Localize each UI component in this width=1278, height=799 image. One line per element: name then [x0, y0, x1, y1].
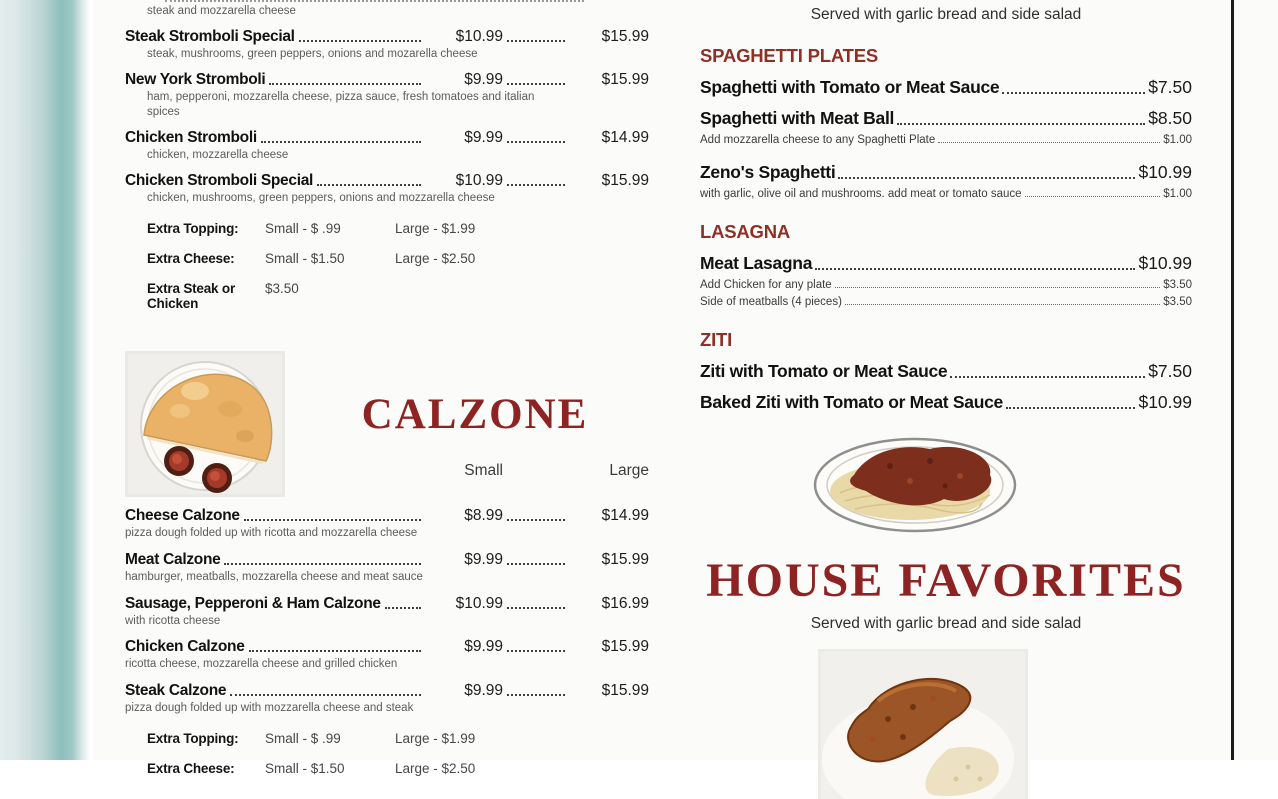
dotted-leader	[507, 607, 565, 609]
item-name: Chicken Calzone	[125, 638, 245, 656]
extra-large-price: Large - $1.99	[395, 731, 476, 747]
calzone-extras	[125, 731, 649, 776]
dotted-leader	[244, 519, 421, 521]
menu-item-row	[700, 162, 1192, 183]
house-favorites-title: HOUSE FAVORITES	[706, 554, 1186, 607]
section-heading: SPAGHETTI PLATES	[700, 45, 879, 66]
left-menu-column	[125, 0, 649, 776]
item-price-small: $10.99	[455, 594, 503, 612]
item-price-small: $10.99	[455, 27, 503, 45]
item-description: pizza dough folded up with mozzarella cheese and steak	[125, 702, 414, 715]
item-price-large: $16.99	[601, 594, 649, 612]
extra-option-row	[147, 761, 649, 776]
item-description: hamburger, meatballs, mozzarella cheese and meat sauce	[125, 570, 423, 583]
item-name: Steak Calzone	[125, 682, 227, 700]
dotted-leader	[815, 268, 1135, 270]
extra-large-price: Large - $1.99	[395, 220, 476, 236]
dotted-leader	[261, 141, 421, 143]
note-text: Add Chicken for any plate	[700, 279, 832, 291]
item-price-small: $9.99	[464, 550, 503, 568]
menu-item-row	[125, 682, 649, 700]
item-price: $7.50	[1148, 77, 1192, 97]
stromboli-item-list	[125, 28, 649, 206]
spaghetti-photo	[810, 431, 1020, 535]
calzone-header	[125, 351, 649, 497]
item-name: New York Stromboli	[125, 70, 266, 88]
menu-item-row	[700, 77, 1192, 98]
item-price: $10.99	[1138, 162, 1192, 182]
menu-item	[125, 638, 649, 672]
extra-large-price: Large - $2.50	[395, 761, 476, 777]
item-price-large: $14.99	[601, 506, 649, 524]
menu-item-row	[125, 28, 649, 46]
item-name: Chicken Stromboli	[125, 128, 257, 146]
dotted-leader	[317, 184, 421, 186]
note-text: Side of meatballs (4 pieces)	[700, 296, 842, 308]
dotted-leader	[507, 184, 565, 186]
column-header-small: Small	[464, 461, 503, 479]
item-price-large: $15.99	[601, 638, 649, 656]
item-name: Steak Stromboli Special	[125, 27, 295, 45]
dotted-leader	[507, 141, 565, 143]
menu-note-row	[700, 134, 1192, 146]
cutoff-row-top	[125, 0, 649, 3]
item-name: Meat Lasagna	[700, 253, 813, 273]
calzone-photo	[125, 351, 285, 497]
menu-item-row	[700, 253, 1192, 274]
dotted-leader	[507, 40, 565, 42]
item-description: pizza dough folded up with ricotta and mozzarella cheese	[125, 526, 418, 539]
menu-item-row	[125, 71, 649, 89]
item-price: $7.50	[1148, 361, 1192, 381]
item-price: $10.99	[1138, 253, 1192, 273]
item-price-large: $15.99	[601, 70, 649, 88]
dotted-leader	[1006, 407, 1136, 409]
dotted-leader	[269, 83, 421, 85]
vertical-divider-line	[1231, 0, 1234, 760]
dotted-leader	[845, 304, 1160, 305]
menu-item	[125, 28, 649, 62]
item-name: Spaghetti with Meat Ball	[700, 108, 895, 128]
item-price-large: $15.99	[601, 27, 649, 45]
menu-item-row	[125, 172, 649, 190]
extra-label: Extra Cheese:	[147, 250, 235, 266]
spacer	[507, 462, 565, 480]
menu-item	[125, 682, 649, 716]
calzone-title: CALZONE	[361, 390, 589, 438]
item-description: steak and mozzarella cheese	[147, 5, 296, 17]
menu-item-row	[700, 108, 1192, 129]
dotted-leader	[507, 694, 565, 696]
item-name: Ziti with Tomato or Meat Sauce	[700, 361, 948, 381]
dotted-leader	[224, 563, 421, 565]
extra-small-price: Small - $ .99	[265, 731, 341, 747]
item-name: Spaghetti with Tomato or Meat Sauce	[700, 77, 1000, 97]
extra-option-row	[147, 251, 649, 266]
item-price: $10.99	[1138, 392, 1192, 412]
item-price-small: $10.99	[455, 171, 503, 189]
pasta-section-subtitle: Served with garlic bread and side salad	[810, 6, 1082, 23]
item-description: chicken, mozzarella cheese	[147, 148, 289, 161]
dotted-leader	[507, 83, 565, 85]
menu-item	[125, 595, 649, 629]
dotted-leader	[950, 376, 1145, 378]
item-price-large: $15.99	[601, 682, 649, 700]
teal-gradient-stripe	[0, 0, 93, 760]
item-name: Baked Ziti with Tomato or Meat Sauce	[700, 392, 1003, 412]
dotted-leader	[385, 607, 421, 609]
menu-item-row	[125, 638, 649, 656]
note-price: $1.00	[1163, 188, 1192, 200]
item-name: Chicken Stromboli Special	[125, 171, 314, 189]
entree-photo	[818, 649, 1028, 799]
extra-option-row	[147, 731, 649, 746]
column-header-large: Large	[609, 461, 649, 479]
dotted-leader	[249, 650, 421, 652]
extra-small-price: Small - $1.50	[265, 761, 345, 777]
dotted-leader	[507, 563, 565, 565]
note-price: $3.50	[1163, 279, 1192, 291]
stromboli-extras	[125, 221, 649, 311]
dotted-leader	[897, 123, 1145, 125]
menu-item-row	[125, 551, 649, 569]
item-price-large: $14.99	[601, 128, 649, 146]
menu-item-row	[125, 595, 649, 613]
extra-label: Extra Steak or Chicken	[147, 280, 235, 311]
menu-item	[125, 551, 649, 585]
section-heading: LASAGNA	[700, 221, 791, 242]
house-favorites-subtitle: Served with garlic bread and side salad	[810, 615, 1082, 632]
dotted-leader	[507, 650, 565, 652]
menu-item	[125, 172, 649, 206]
dotted-leader	[938, 142, 1160, 143]
note-text: with garlic, olive oil and mushrooms. add meat or tomato sauce	[700, 188, 1022, 200]
item-description: steak, mushrooms, green peppers, onions and mozarella cheese	[147, 47, 478, 60]
item-price-large: $15.99	[601, 171, 649, 189]
item-price-small: $9.99	[464, 128, 503, 146]
item-price-small: $8.99	[464, 506, 503, 524]
item-description: chicken, mushrooms, green peppers, onions and mozzarella cheese	[147, 191, 495, 204]
section-heading: ZITI	[700, 329, 733, 350]
dotted-leader	[838, 177, 1135, 179]
extra-option-row	[147, 221, 649, 236]
extra-small-price: Small - $1.50	[265, 250, 345, 266]
pasta-sections	[700, 45, 1192, 413]
dotted-leader	[1025, 196, 1161, 197]
calzone-item-list	[125, 507, 649, 717]
note-price: $1.00	[1163, 134, 1192, 146]
extra-label: Extra Topping:	[147, 731, 239, 747]
menu-item	[125, 507, 649, 541]
menu-note-row	[700, 188, 1192, 200]
spacer	[301, 462, 425, 480]
item-description: ricotta cheese, mozzarella cheese and grilled chicken	[125, 658, 398, 671]
extra-small-price: $3.50	[265, 280, 299, 296]
item-price-large: $15.99	[601, 550, 649, 568]
menu-item-row	[125, 507, 649, 525]
menu-item-row	[700, 392, 1192, 413]
calzone-title-block	[285, 351, 649, 497]
menu-note-row	[700, 279, 1192, 291]
menu-item-row	[700, 361, 1192, 382]
menu-note-row	[700, 296, 1192, 308]
right-menu-column	[700, 0, 1192, 799]
dotted-leader	[165, 0, 584, 2]
extra-large-price: Large - $2.50	[395, 250, 476, 266]
item-description: with ricotta cheese	[125, 614, 221, 627]
menu-item	[125, 129, 649, 163]
extra-option-row	[147, 281, 649, 311]
item-price-small: $9.99	[464, 682, 503, 700]
item-name: Sausage, Pepperoni & Ham Calzone	[125, 594, 381, 612]
note-price: $3.50	[1163, 296, 1192, 308]
extra-label: Extra Cheese:	[147, 761, 235, 777]
item-description: ham, pepperoni, mozzarella cheese, pizza sauce, fresh tomatoes and italian spices	[147, 90, 535, 118]
item-name: Zeno's Spaghetti	[700, 162, 836, 182]
dotted-leader	[507, 519, 565, 521]
note-text: Add mozzarella cheese to any Spaghetti Plate	[700, 134, 936, 146]
dotted-leader	[299, 40, 421, 42]
menu-item	[125, 71, 649, 120]
item-price-small: $9.99	[464, 70, 503, 88]
item-name: Cheese Calzone	[125, 506, 240, 524]
item-name: Meat Calzone	[125, 550, 221, 568]
dotted-leader	[230, 694, 421, 696]
dotted-leader	[835, 287, 1161, 288]
dotted-leader	[1002, 92, 1145, 94]
item-price-small: $9.99	[464, 638, 503, 656]
size-column-headers	[301, 462, 649, 480]
extra-label: Extra Topping:	[147, 220, 239, 236]
item-price: $8.50	[1148, 108, 1192, 128]
extra-small-price: Small - $ .99	[265, 220, 341, 236]
menu-item-row	[125, 129, 649, 147]
